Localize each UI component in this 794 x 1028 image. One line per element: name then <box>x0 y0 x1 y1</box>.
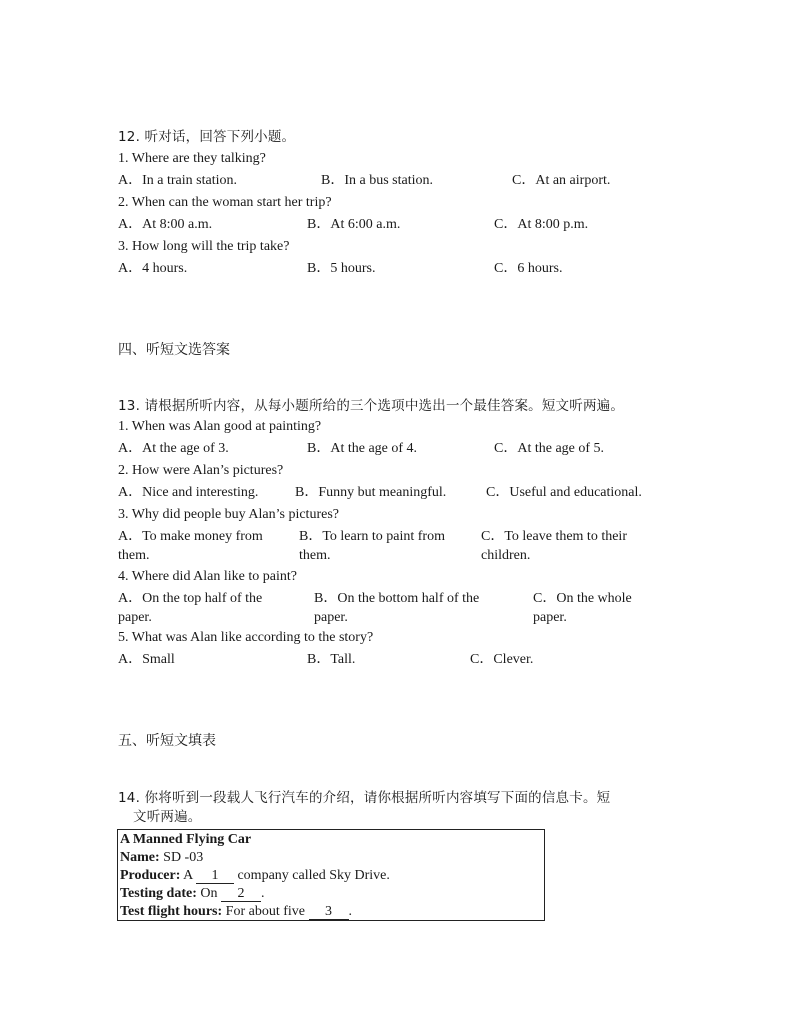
info-card-producer-row: Producer: A 1 company called Sky Drive. <box>120 868 390 883</box>
q13-3-option-b-line1: B．To learn to paint from <box>299 529 445 544</box>
q12-3-option-b: B．5 hours. <box>307 261 376 276</box>
q12-3-option-a: A．4 hours. <box>118 261 188 276</box>
q13-5-option-c: C．Clever. <box>470 652 534 667</box>
q13-2-option-a: A．Nice and interesting. <box>118 485 259 500</box>
q13-1-option-b: B．At the age of 4. <box>307 441 418 456</box>
info-card-title: A Manned Flying Car <box>120 832 252 847</box>
q13-5-option-a: A．Small <box>118 652 175 667</box>
q13-4-option-a <box>118 589 262 627</box>
producer-label: Producer: <box>120 868 181 883</box>
q14-heading-line2: 文听两遍。 <box>133 809 202 825</box>
info-card <box>117 829 545 921</box>
q12-2-question: 2. When can the woman start her trip? <box>118 195 332 210</box>
name-label: Name: <box>120 850 160 865</box>
section-4-title: 四、听短文选答案 <box>118 342 230 358</box>
q13-2-question: 2. How were Alan’s pictures? <box>118 463 284 478</box>
q12-3-question: 3. How long will the trip take? <box>118 239 290 254</box>
q14-heading-line1: 14. 你将听到一段载人飞行汽车的介绍，请你根据所听内容填写下面的信息卡。短 <box>118 790 611 806</box>
q13-5-question: 5. What was Alan like according to the story? <box>118 630 374 645</box>
q13-2-option-b: B．Funny but meaningful. <box>295 485 447 500</box>
info-card-hours-row: Test flight hours: For about five 3 . <box>120 904 352 919</box>
q13-3-option-b <box>299 527 445 565</box>
q13-5-option-b: B．Tall. <box>307 652 356 667</box>
q12-2-option-a: A．At 8:00 a.m. <box>118 217 213 232</box>
q13-3-option-c-line1: C．To leave them to their <box>481 529 627 544</box>
q13-4-option-c <box>533 589 632 627</box>
q13-4-option-b-line2: paper. <box>314 610 348 625</box>
q12-3-option-c: C．6 hours. <box>494 261 563 276</box>
q12-1-option-c: C．At an airport. <box>512 173 611 188</box>
q13-3-option-c-line2: children. <box>481 548 531 563</box>
q12-1-question: 1. Where are they talking? <box>118 151 266 166</box>
q13-1-question: 1. When was Alan good at painting? <box>118 419 322 434</box>
info-card-testing-row: Testing date: On 2 . <box>120 886 265 901</box>
name-value: SD -03 <box>159 850 204 865</box>
q13-1-option-c: C．At the age of 5. <box>494 441 605 456</box>
q13-4-option-a-line1: A．On the top half of the <box>118 591 263 606</box>
q13-4-option-c-line2: paper. <box>533 610 567 625</box>
q12-2-option-c: C．At 8:00 p.m. <box>494 217 589 232</box>
q13-3-option-a <box>118 527 263 565</box>
blank-1[interactable]: 1 <box>196 868 234 884</box>
q13-heading: 13. 请根据所听内容，从每小题所给的三个选项中选出一个最佳答案。短文听两遍。 <box>118 398 625 414</box>
blank-2[interactable]: 2 <box>221 886 261 902</box>
testing-date-label: Testing date: <box>120 886 197 901</box>
q13-3-option-c <box>481 527 627 565</box>
q13-4-option-a-line2: paper. <box>118 610 152 625</box>
flight-hours-label: Test flight hours: <box>120 904 223 919</box>
section-5-title: 五、听短文填表 <box>118 733 216 749</box>
info-card-name-row <box>120 849 542 867</box>
q13-3-question: 3. Why did people buy Alan’s pictures? <box>118 507 339 522</box>
q13-4-option-b-line1: B．On the bottom half of the <box>314 591 480 606</box>
q13-3-option-a-line1: A．To make money from <box>118 529 263 544</box>
q13-4-option-b <box>314 589 479 627</box>
q13-4-question: 4. Where did Alan like to paint? <box>118 569 297 584</box>
q13-3-option-b-line2: them. <box>299 548 331 563</box>
q12-heading: 12. 听对话，回答下列小题。 <box>118 129 296 145</box>
q12-2-option-b: B．At 6:00 a.m. <box>307 217 401 232</box>
q13-4-option-c-line1: C．On the whole <box>533 591 632 606</box>
q12-1-option-b: B．In a bus station. <box>321 173 433 188</box>
q13-3-option-a-line2: them. <box>118 548 150 563</box>
q13-1-option-a: A．At the age of 3. <box>118 441 229 456</box>
q12-1-option-a: A．In a train station. <box>118 173 237 188</box>
blank-3[interactable]: 3 <box>309 904 349 920</box>
q13-2-option-c: C．Useful and educational. <box>486 485 642 500</box>
